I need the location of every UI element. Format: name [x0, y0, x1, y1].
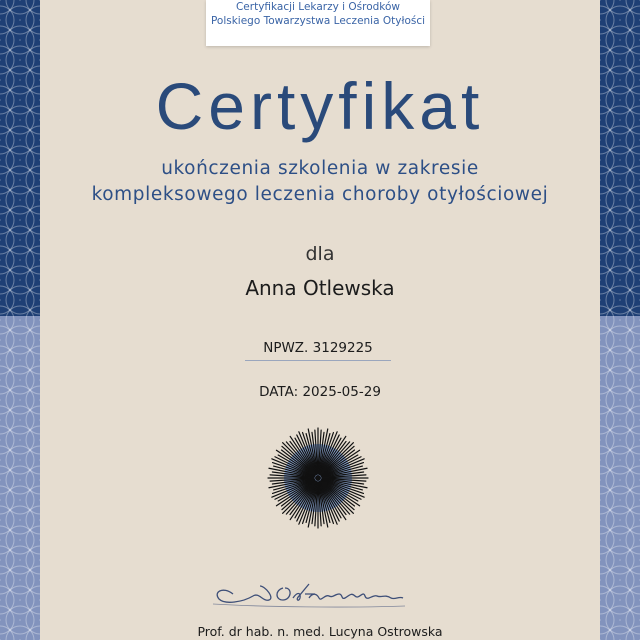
signature-image	[205, 572, 410, 612]
npwz-number: NPWZ. 3129225	[245, 340, 391, 361]
header-line-1: Certyfikacji Lekarzy i Ośrodków	[235, 1, 401, 13]
subtitle-line-1: ukończenia szkolenia w zakresie	[161, 158, 479, 179]
subtitle-line-2: kompleksowego leczenia choroby otyłościowej	[91, 184, 549, 205]
certificate-date: DATA: 2025-05-29	[259, 384, 381, 400]
signer-name: Prof. dr hab. n. med. Lucyna Ostrowska	[197, 624, 443, 639]
organization-header	[206, 0, 430, 46]
header-line-2: Polskiego Towarzystwa Leczenia Otyłości	[210, 15, 426, 27]
for-label: dla	[305, 243, 335, 265]
recipient-name: Anna Otlewska	[245, 276, 395, 300]
certificate-title: Certyfikat	[155, 69, 485, 143]
seal-icon	[266, 426, 370, 530]
